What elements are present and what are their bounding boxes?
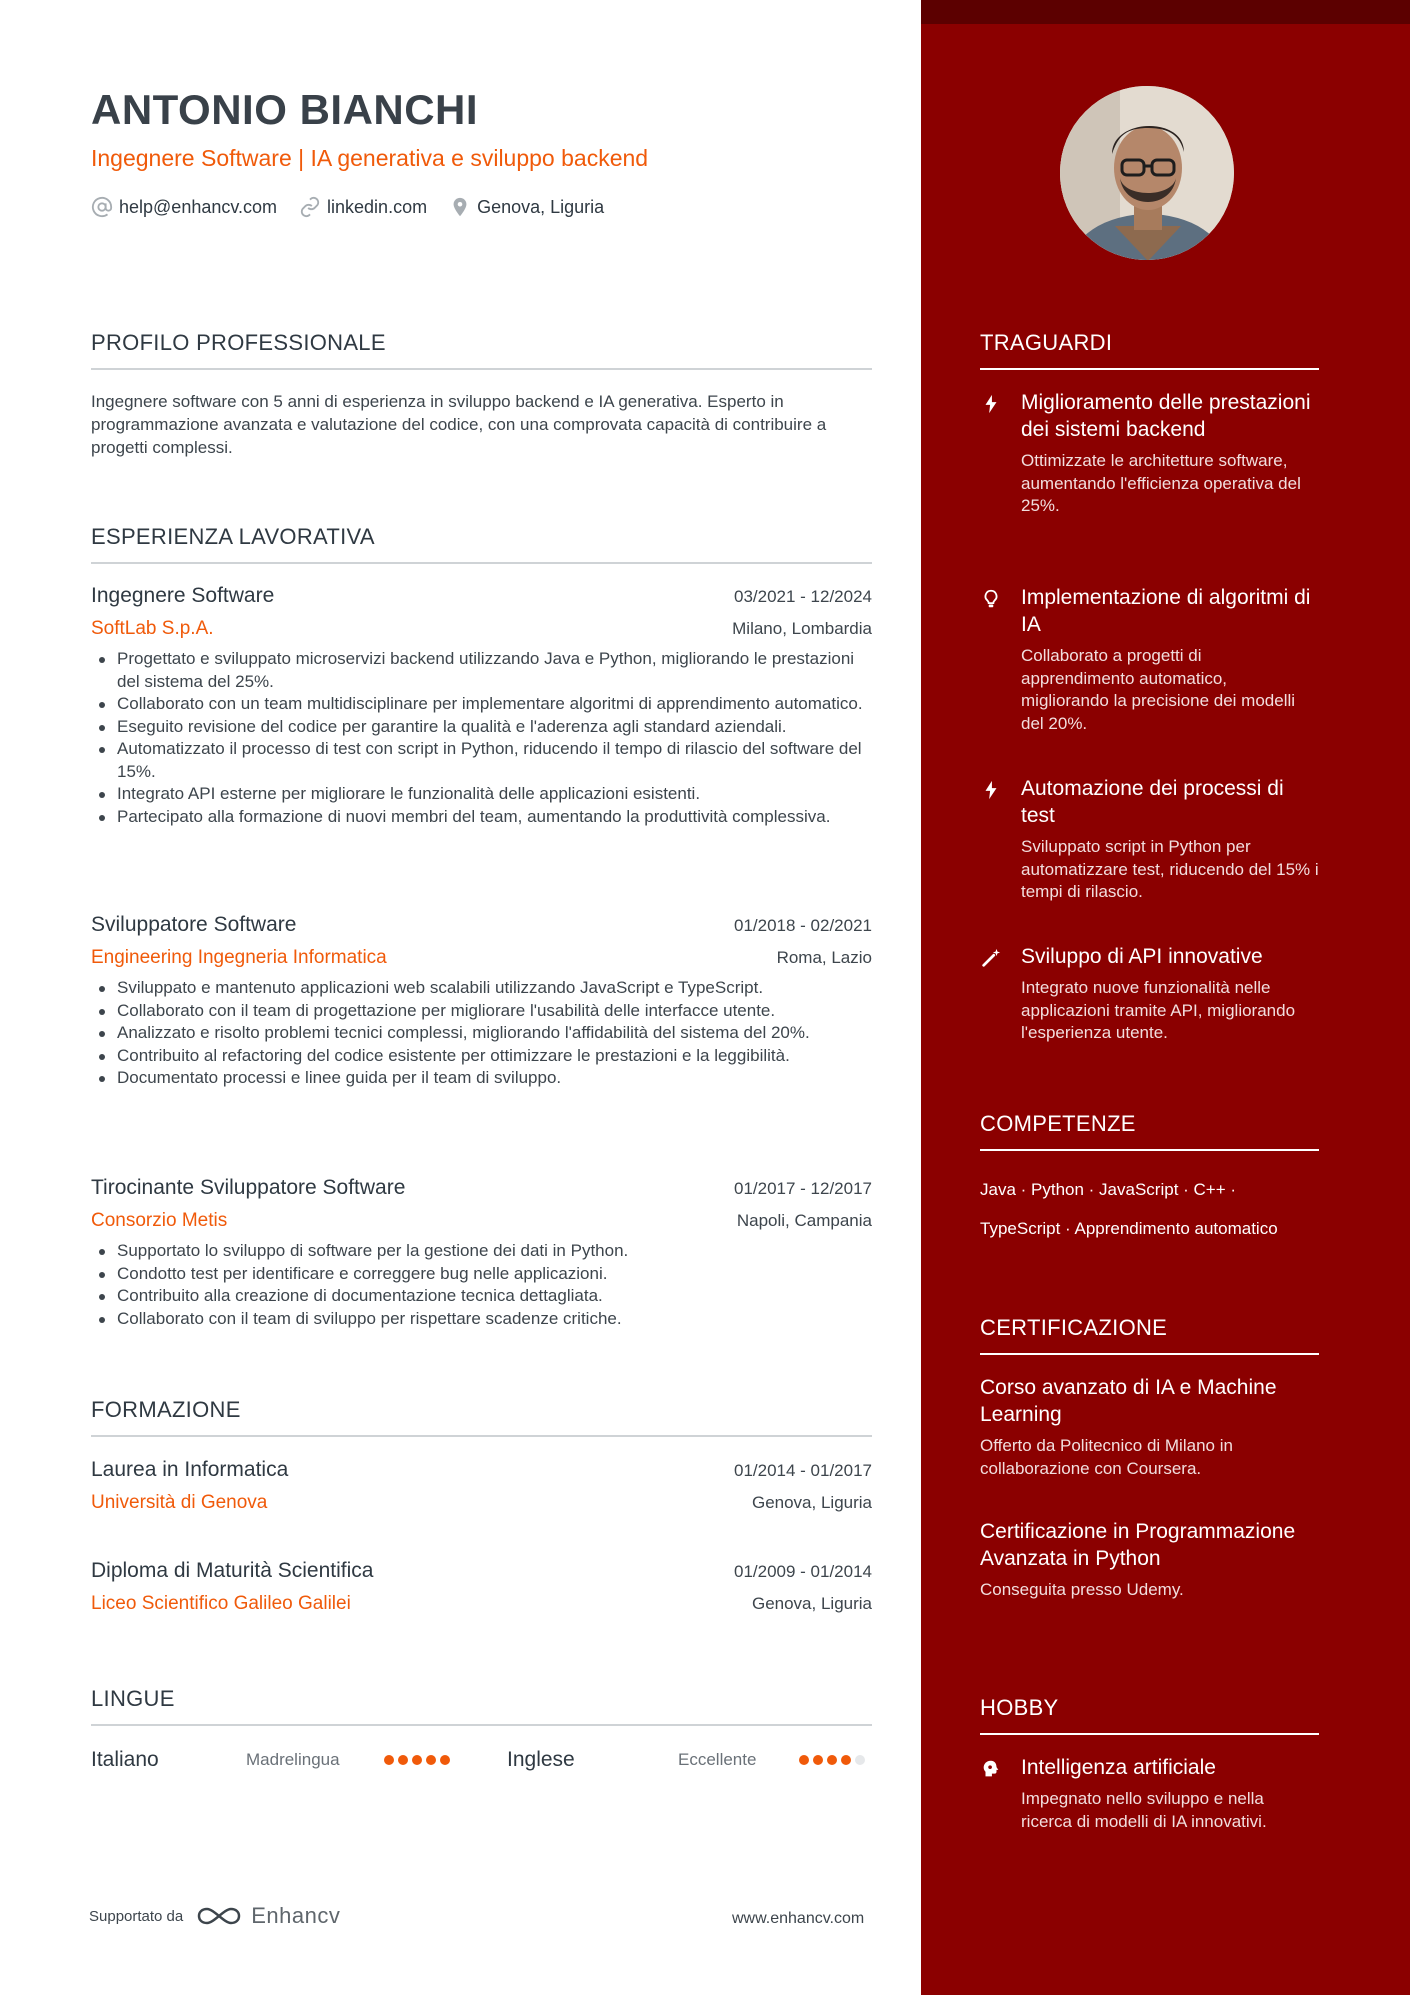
section-title-skills: COMPETENZE — [980, 1111, 1319, 1151]
headline: Ingegnere Software | IA generativa e sviluppo backend — [91, 145, 649, 171]
certification-item — [980, 1518, 1319, 1602]
job-company: SoftLab S.p.A. — [91, 618, 214, 639]
achievement-item — [980, 389, 1319, 518]
education-entry — [91, 1559, 872, 1615]
achievement-title: Automazione dei processi di test — [1021, 777, 1284, 827]
powered-by-label: Supportato da — [89, 1907, 184, 1925]
bullet-item: Collaborato con il team di sviluppo per rispettare scadenze critiche. — [117, 1308, 872, 1331]
hobby-title: Intelligenza artificiale — [1021, 1756, 1216, 1779]
bullet-item: Eseguito revisione del codice per garantire la qualità e l'aderenza agli standard aziendali. — [117, 716, 872, 739]
certification-item — [980, 1374, 1319, 1480]
degree: Laurea in Informatica — [91, 1458, 289, 1481]
achievement-description: Ottimizzate le architetture software, aumentando l'efficienza operativa del 25%. — [1021, 451, 1301, 515]
rating-dot-filled — [398, 1755, 408, 1765]
language-item — [91, 1745, 159, 1775]
job-title: Sviluppatore Software — [91, 913, 297, 936]
certification-title: Corso avanzato di IA e Machine Learning — [980, 1376, 1277, 1426]
rating-dot-filled — [813, 1755, 823, 1765]
language-name: Italiano — [91, 1748, 159, 1771]
footer-branding — [89, 1903, 340, 1929]
job-location: Roma, Lazio — [776, 948, 872, 967]
job-bullets — [91, 1240, 872, 1330]
rating-dot-filled — [827, 1755, 837, 1765]
degree: Diploma di Maturità Scientifica — [91, 1559, 374, 1582]
job-dates: 03/2021 - 12/2024 — [733, 587, 872, 606]
at-icon — [91, 196, 113, 218]
achievement-title: Sviluppo di API innovative — [1021, 945, 1263, 968]
sidebar-top-bar — [921, 0, 1410, 24]
job-company: Consorzio Metis — [91, 1210, 228, 1231]
section-title-education: FORMAZIONE — [91, 1397, 872, 1437]
certification-description: Conseguita presso Udemy. — [980, 1580, 1184, 1599]
brain-icon — [980, 1758, 1002, 1780]
magic-wand-icon — [980, 947, 1002, 969]
contact-email[interactable] — [91, 196, 277, 218]
bolt-icon — [980, 393, 1002, 415]
email-text: help@enhancv.com — [119, 196, 278, 217]
section-title-languages: LINGUE — [91, 1686, 872, 1726]
language-name: Inglese — [507, 1748, 575, 1771]
bullet-item: Partecipato alla formazione di nuovi membri del team, aumentando la produttività complessiva. — [117, 806, 872, 829]
education-entry — [91, 1458, 872, 1514]
languages-row — [91, 1745, 872, 1775]
infinity-logo-icon — [195, 1903, 243, 1929]
bullet-item: Contribuito alla creazione di documentazione tecnica dettagliata. — [117, 1285, 872, 1308]
skills-line: Java · Python · JavaScript · C++ · — [980, 1180, 1237, 1199]
section-title-profile: PROFILO PROFESSIONALE — [91, 330, 872, 370]
rating-dot-empty — [855, 1755, 865, 1765]
language-rating — [384, 1755, 454, 1765]
job-title: Tirocinante Sviluppatore Software — [91, 1176, 406, 1199]
job-location: Milano, Lombardia — [732, 619, 872, 638]
bullet-item: Contribuito al refactoring del codice esistente per ottimizzare le prestazioni e la leggibilità. — [117, 1045, 872, 1068]
portrait-illustration — [1060, 86, 1234, 260]
school: Liceo Scientifico Galileo Galilei — [91, 1593, 351, 1614]
job-title: Ingegnere Software — [91, 584, 275, 607]
skills-line: TypeScript · Apprendimento automatico — [980, 1219, 1278, 1238]
education-location: Genova, Liguria — [751, 1594, 872, 1613]
education-dates: 01/2014 - 01/2017 — [733, 1461, 872, 1480]
hobby-item — [980, 1754, 1319, 1833]
rating-dot-filled — [799, 1755, 809, 1765]
job-location: Napoli, Campania — [736, 1211, 872, 1230]
bullet-item: Analizzato e risolto problemi tecnici complessi, migliorando l'affidabilità del sistema del 20%. — [117, 1022, 872, 1045]
achievement-item — [980, 775, 1319, 904]
rating-dot-filled — [384, 1755, 394, 1765]
bullet-item: Sviluppato e mantenuto applicazioni web scalabili utilizzando JavaScript e TypeScript. — [117, 977, 872, 1000]
education-location: Genova, Liguria — [751, 1493, 872, 1512]
profile-photo — [1060, 86, 1234, 260]
achievement-description: Integrato nuove funzionalità nelle applicazioni tramite API, migliorando l'esperienza utente. — [1021, 978, 1296, 1042]
education-dates: 01/2009 - 01/2014 — [733, 1562, 872, 1581]
footer-website[interactable]: www.enhancv.com — [732, 1910, 865, 1927]
job-bullets — [91, 977, 872, 1090]
enhancv-logo[interactable] — [195, 1903, 340, 1929]
contact-linkedin[interactable] — [299, 196, 427, 218]
location-text: Genova, Liguria — [477, 196, 605, 217]
achievement-description: Sviluppato script in Python per automatizzare test, riducendo del 15% i tempi di rilascio. — [1021, 837, 1319, 901]
job-entry — [91, 913, 872, 1090]
skills-list — [980, 1170, 1330, 1248]
language-rating — [799, 1755, 869, 1765]
section-title-achievements: TRAGUARDI — [980, 330, 1319, 370]
job-bullets — [91, 648, 872, 828]
bullet-item: Integrato API esterne per migliorare le funzionalità delle applicazioni esistenti. — [117, 783, 872, 806]
achievement-item — [980, 943, 1319, 1045]
achievement-item — [980, 584, 1319, 735]
school: Università di Genova — [91, 1492, 268, 1513]
bullet-item: Collaborato con un team multidisciplinare per implementare algoritmi di apprendimento automatico. — [117, 693, 872, 716]
achievement-title: Implementazione di algoritmi di IA — [1021, 586, 1311, 636]
rating-dot-filled — [440, 1755, 450, 1765]
language-item — [507, 1745, 575, 1775]
section-title-hobbies: HOBBY — [980, 1695, 1319, 1735]
rating-dot-filled — [426, 1755, 436, 1765]
bullet-item: Condotto test per identificare e correggere bug nelle applicazioni. — [117, 1263, 872, 1286]
lightbulb-icon — [980, 588, 1002, 610]
section-title-certifications: CERTIFICAZIONE — [980, 1315, 1319, 1355]
bullet-item: Automatizzato il processo di test con script in Python, riducendo il tempo di rilascio del software del 15%. — [117, 738, 872, 783]
job-dates: 01/2018 - 02/2021 — [733, 916, 872, 935]
contact-bar — [91, 193, 626, 221]
certification-description: Offerto da Politecnico di Milano in collaborazione con Coursera. — [980, 1436, 1233, 1478]
link-icon — [299, 196, 321, 218]
linkedin-text: linkedin.com — [327, 196, 428, 217]
language-level: Madrelingua — [246, 1750, 340, 1769]
profile-summary: Ingegnere software con 5 anni di esperienza in sviluppo backend e IA generativa. Esperto in programmazione avanzata e valutazione del codice, con una comprovata capacità di contribuire a progetti complessi. — [91, 392, 827, 457]
candidate-name: ANTONIO BIANCHI — [91, 86, 479, 133]
certification-title: Certificazione in Programmazione Avanzata in Python — [980, 1520, 1296, 1570]
job-entry — [91, 584, 872, 828]
map-pin-icon — [449, 196, 471, 218]
achievement-title: Miglioramento delle prestazioni dei sistemi backend — [1021, 391, 1311, 441]
job-company: Engineering Ingegneria Informatica — [91, 947, 387, 968]
language-level: Eccellente — [678, 1750, 757, 1769]
rating-dot-filled — [412, 1755, 422, 1765]
hobby-description: Impegnato nello sviluppo e nella ricerca di modelli di IA innovativi. — [1021, 1789, 1267, 1831]
bolt-icon — [980, 779, 1002, 801]
achievement-description: Collaborato a progetti di apprendimento automatico, migliorando la precisione dei modelli del 20%. — [1021, 646, 1296, 733]
bullet-item: Documentato processi e linee guida per il team di sviluppo. — [117, 1067, 872, 1090]
section-title-experience: ESPERIENZA LAVORATIVA — [91, 524, 872, 564]
rating-dot-filled — [841, 1755, 851, 1765]
bullet-item: Collaborato con il team di progettazione per migliorare l'usabilità delle interfacce utente. — [117, 1000, 872, 1023]
sidebar — [921, 0, 1410, 1995]
bullet-item: Supportato lo sviluppo di software per la gestione dei dati in Python. — [117, 1240, 872, 1263]
job-dates: 01/2017 - 12/2017 — [733, 1179, 872, 1198]
brand-name: Enhancv — [251, 1903, 341, 1928]
contact-location — [449, 196, 604, 218]
job-entry — [91, 1176, 872, 1330]
bullet-item: Progettato e sviluppato microservizi backend utilizzando Java e Python, migliorando le prestazioni del sistema del 25%. — [117, 648, 872, 693]
